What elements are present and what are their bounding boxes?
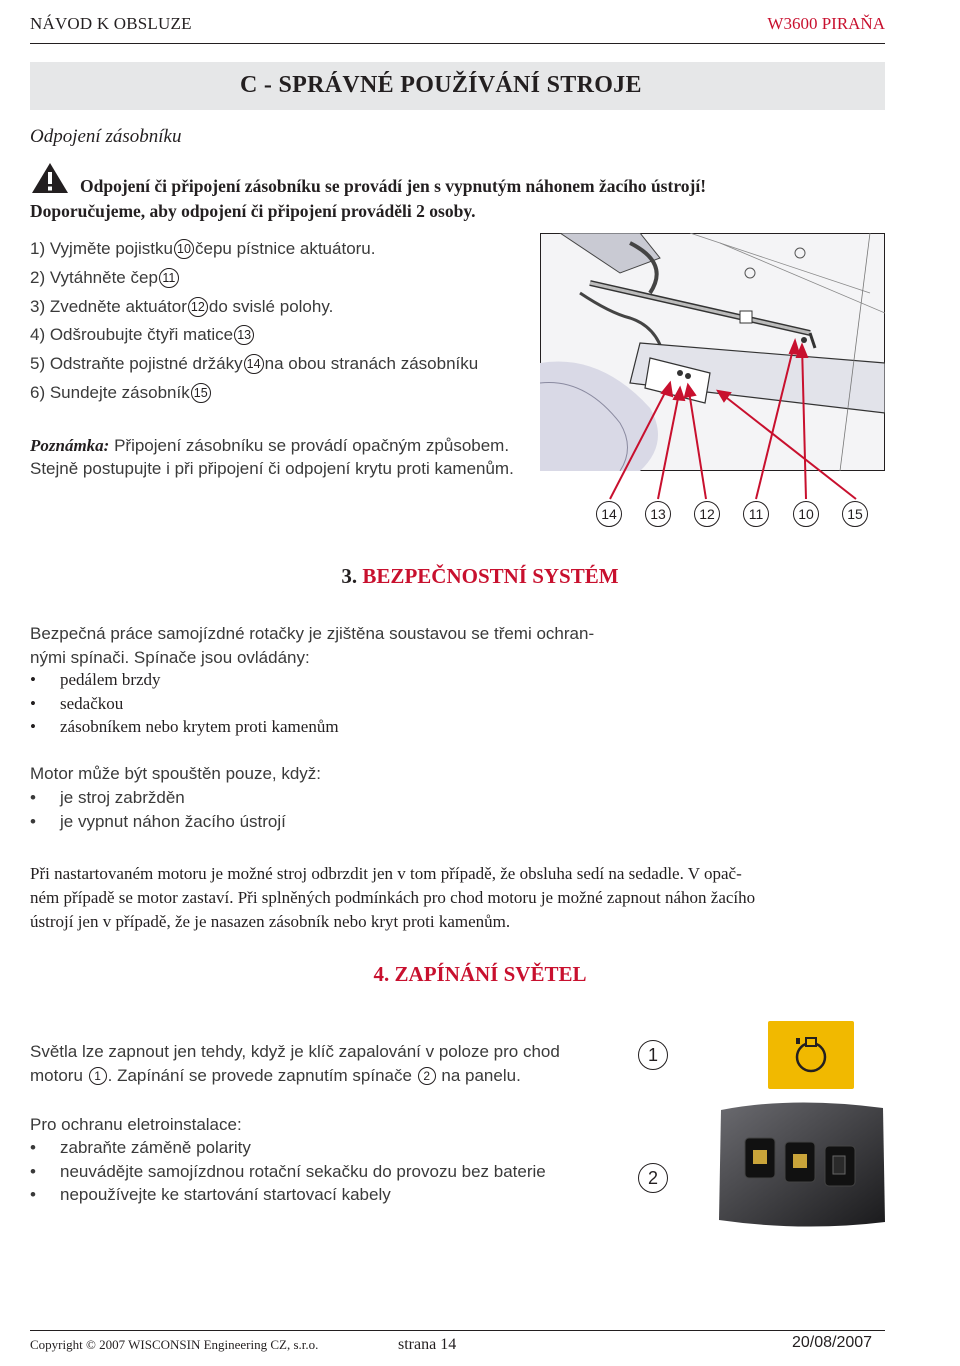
paragraph-line: Světla lze zapnout jen tehdy, když je klíč zapalování v poloze pro chod <box>30 1042 560 1061</box>
switch-list <box>30 668 339 739</box>
part-number-badge: 13 <box>234 325 254 345</box>
callout-number: 11 <box>743 501 769 527</box>
list-item: • je vypnut náhon žacího ústrojí <box>30 810 286 834</box>
paragraph-line <box>30 1064 560 1088</box>
switch-number-badge: 2 <box>418 1067 436 1085</box>
paragraph-line: ústrojí jen v případě, že je nasazen zásobník nebo kryt proti kamenům. <box>30 912 511 931</box>
section3-number: 3. <box>341 564 358 588</box>
intro-line: nými spínači. Spínače jsou ovládány: <box>30 648 310 667</box>
figure-label: 1 <box>638 1040 668 1070</box>
step-item <box>30 297 333 317</box>
paragraph-line: ném případě se motor zastaví. Při splněných podmínkách pro chod motoru je možné zapnout náhon žacího <box>30 888 756 907</box>
warning-text-line2: Doporučujeme, aby odpojení či připojení prováděli 2 osoby. <box>30 201 476 221</box>
step-text: 2) Vytáhněte čep <box>30 268 158 287</box>
section4-text <box>30 1040 560 1088</box>
footer-copyright: Copyright © 2007 WISCONSIN Engineering CZ, s.r.o. <box>30 1337 319 1352</box>
section-subtitle: Odpojení zásobníku <box>30 126 182 147</box>
part-number-badge: 15 <box>191 383 211 403</box>
callout-number: 12 <box>694 501 720 527</box>
header-manual-title: NÁVOD K OBSLUZE <box>30 14 192 33</box>
section3-paragraph <box>30 862 755 934</box>
step-text: 4) Odšroubujte čtyři matice <box>30 325 234 344</box>
text-span: na panelu. <box>436 1066 521 1085</box>
list-item: • zásobníkem nebo krytem proti kamenům <box>30 715 339 739</box>
text-span: . Zapínání se provede zapnutím spínače <box>107 1066 417 1085</box>
step-item <box>30 325 255 345</box>
step-text: 5) Odstraňte pojistné držáky <box>30 354 243 373</box>
footer-page-number: strana 14 <box>398 1336 457 1353</box>
step-item <box>30 383 212 403</box>
ignition-position-icon <box>768 1021 854 1089</box>
step-text: na obou stranách zásobníku <box>264 354 479 373</box>
warning-icon <box>30 161 70 195</box>
header-rule <box>30 43 885 44</box>
warning-text-line1: Odpojení či připojení zásobníku se provádí jen s vypnutým náhonem žacího ústrojí! <box>80 176 707 196</box>
step-text: do svislé polohy. <box>208 297 334 316</box>
ignition-position-badge: 1 <box>89 1067 107 1085</box>
list-item: • nepoužívejte ke startování startovací kabely <box>30 1183 546 1207</box>
step-item <box>30 239 376 259</box>
part-number-badge: 10 <box>174 239 194 259</box>
section3-title: BEZPEČNOSTNÍ SYSTÉM <box>362 564 619 588</box>
switch-panel-photo <box>713 1100 888 1230</box>
callout-leader-lines <box>540 233 885 533</box>
protection-intro: Pro ochranu eletroinstalace: <box>30 1115 242 1134</box>
step-text: 3) Zvedněte aktuátor <box>30 297 187 316</box>
callout-number: 13 <box>645 501 671 527</box>
step-text: čepu pístnice aktuátoru. <box>194 239 376 258</box>
list-item: • neuvádějte samojízdnou rotační sekačku do provozu bez baterie <box>30 1160 546 1184</box>
callout-number: 14 <box>596 501 622 527</box>
part-number-badge: 11 <box>159 268 179 288</box>
section3-heading <box>0 564 960 589</box>
footer-rule <box>30 1330 885 1331</box>
motor-conditions-list <box>30 786 286 833</box>
paragraph-line: Při nastartovaném motoru je možné stroj odbrzdit jen v tom případě, že obsluha sedí na sedadle. V opač- <box>30 864 742 883</box>
section3-intro <box>30 622 594 670</box>
step-item <box>30 268 180 288</box>
intro-line: Bezpečná práce samojízdné rotačky je zjištěna soustavou se třemi ochran- <box>30 624 595 643</box>
page-title: C - SPRÁVNÉ POUŽÍVÁNÍ STROJE <box>240 72 642 98</box>
part-number-badge: 14 <box>244 354 264 374</box>
list-item: • pedálem brzdy <box>30 668 339 692</box>
section4-heading: 4. ZAPÍNÁNÍ SVĚTEL <box>373 962 587 986</box>
footer-date: 20/08/2007 <box>792 1334 873 1351</box>
callout-number: 15 <box>842 501 868 527</box>
note-paragraph <box>30 434 530 480</box>
list-item: • zabraňte záměně polarity <box>30 1136 546 1160</box>
step-text: 6) Sundejte zásobník <box>30 383 190 402</box>
motor-intro: Motor může být spouštěn pouze, když: <box>30 764 322 783</box>
list-item: • sedačkou <box>30 692 339 716</box>
note-text: Připojení zásobníku se provádí opačným způsobem. Stejně postupujte i při připojení či odpojení krytu proti kamenům. <box>30 436 514 478</box>
list-item: • je stroj zabržděn <box>30 786 286 810</box>
callout-number: 10 <box>793 501 819 527</box>
note-label: Poznámka: <box>30 436 110 455</box>
step-item <box>30 354 478 374</box>
text-span: motoru <box>30 1066 88 1085</box>
lamp-icon <box>768 1021 854 1089</box>
step-text: 1) Vyjměte pojistku <box>30 239 173 258</box>
header-model-name: W3600 PIRAŇA <box>767 14 885 33</box>
part-number-badge: 12 <box>188 297 208 317</box>
protection-list <box>30 1136 546 1207</box>
figure-label: 2 <box>638 1163 668 1193</box>
